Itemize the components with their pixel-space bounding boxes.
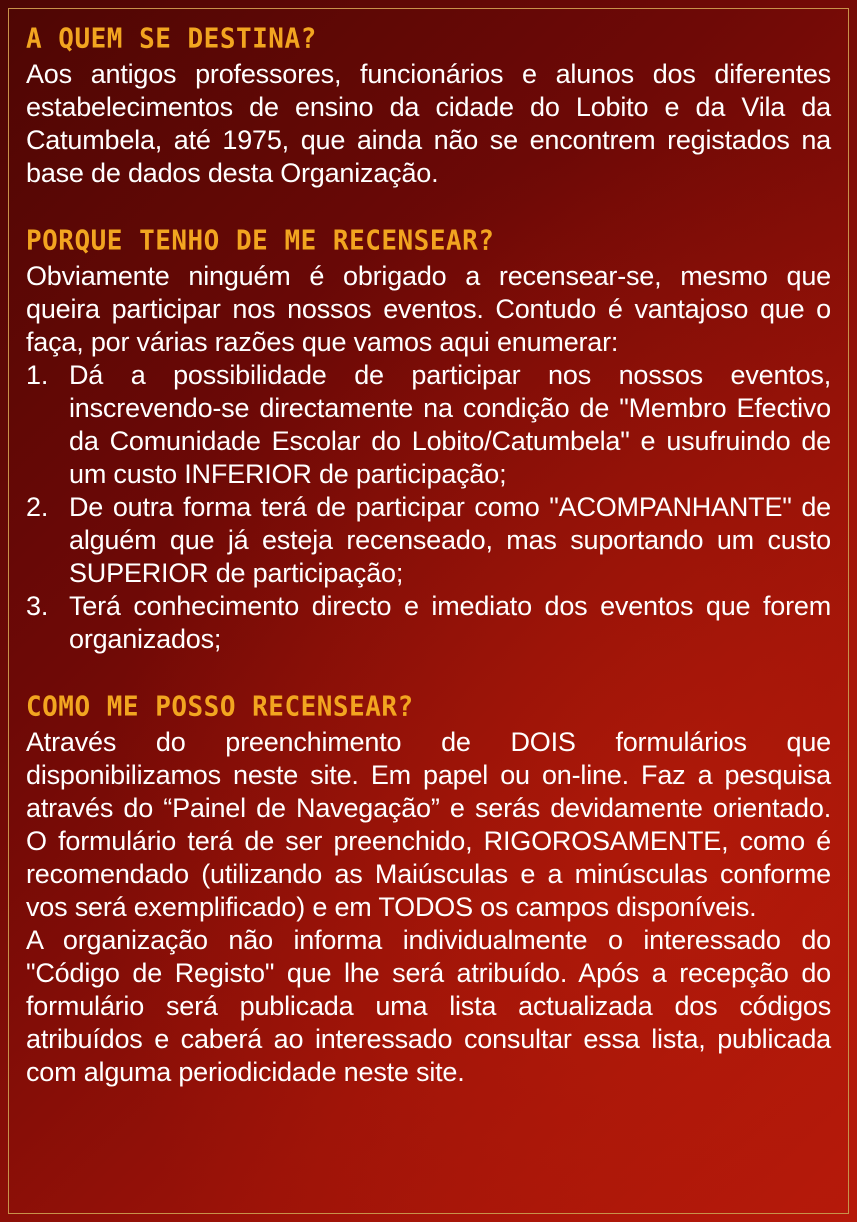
poster-content <box>26 22 831 1089</box>
list-item-number: 1. <box>26 360 49 390</box>
spacer <box>26 190 831 224</box>
section-who-is-it-for <box>26 22 831 190</box>
section-why-register <box>26 224 831 656</box>
list-item-text: Terá conhecimento directo e imediato dos eventos que forem organizados; <box>69 591 831 654</box>
spacer <box>26 656 831 690</box>
list-item <box>26 590 831 656</box>
section-paragraph: Obviamente ninguém é obrigado a recensear-se, mesmo que queira participar nos nossos eventos. Contudo é vantajoso que o faça, por várias razões que vamos aqui enumerar: <box>26 261 831 357</box>
section-paragraph: Através do preenchimento de DOIS formulários que disponibilizamos neste site. Em papel ou on-line. Faz a pesquisa através do “Painel de Navegação” e serás devidamente orientado. O formulário terá de ser preenchido, RIGOROSAMENTE, como é recomendado (utilizando as Maiúsculas e a minúsculas conforme vos será exemplificado) e em TODOS os campos disponíveis. <box>26 727 831 922</box>
list-item-text: Dá a possibilidade de participar nos nossos eventos, inscrevendo-se directamente na condição de "Membro Efectivo da Comunidade Escolar do Lobito/Catumbela" e usufruindo de um custo INFERIOR de participação; <box>69 360 831 489</box>
list-item-text: De outra forma terá de participar como "ACOMPANHANTE" de alguém que já esteja recenseado, mas suportando um custo SUPERIOR de participação; <box>69 492 831 588</box>
section-heading: COMO ME POSSO RECENSEAR? <box>26 691 414 723</box>
section-heading: PORQUE TENHO DE ME RECENSEAR? <box>26 225 495 257</box>
list-item-number: 3. <box>26 591 49 621</box>
list-item <box>26 491 831 590</box>
section-how-to-register <box>26 690 831 1089</box>
list-item-number: 2. <box>26 492 49 522</box>
reasons-list <box>26 359 831 656</box>
section-paragraph: Aos antigos professores, funcionários e alunos dos diferentes estabelecimentos de ensino da cidade do Lobito e da Vila da Catumbela, até 1975, que ainda não se encontrem registados na base de dados desta Organização. <box>26 59 831 188</box>
section-heading: A QUEM SE DESTINA? <box>26 23 317 55</box>
section-paragraph: A organização não informa individualmente o interessado do "Código de Registo" que lhe será atribuído. Após a recepção do formulário será publicada uma lista actualizada dos códigos atribuídos e caberá ao interessado consultar essa lista, publicada com alguma periodicidade neste site. <box>26 925 831 1087</box>
list-item <box>26 359 831 491</box>
